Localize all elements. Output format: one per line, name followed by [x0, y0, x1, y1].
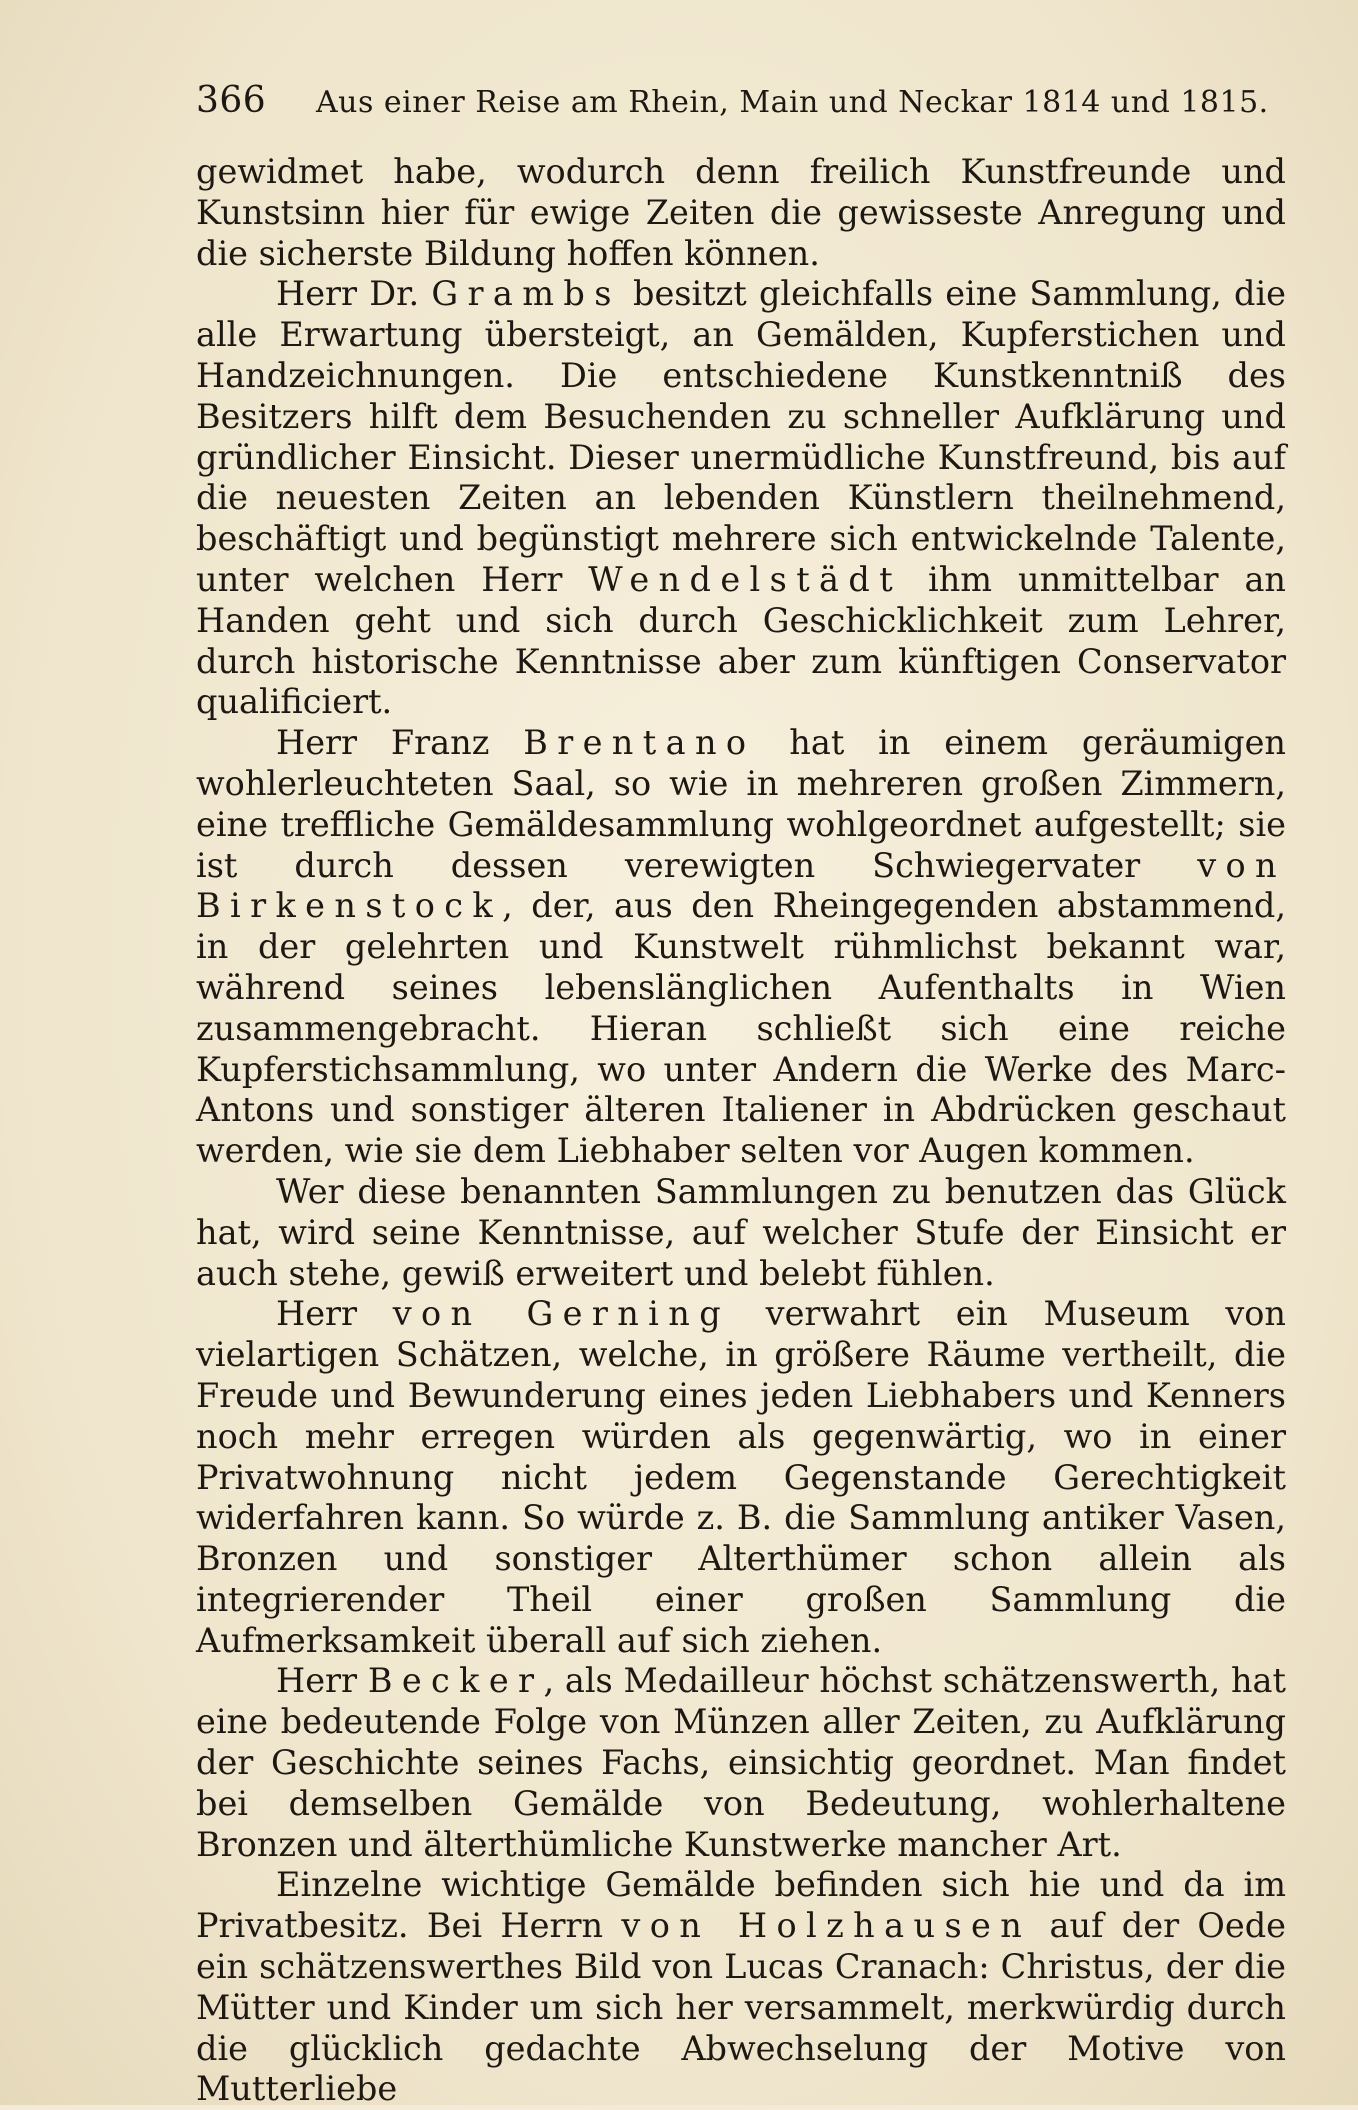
name-grambs: Grambs [431, 274, 621, 314]
name-gerning: von Gerning [392, 1294, 731, 1334]
name-wendelstaedt: Wendelstädt [588, 559, 903, 599]
text-run: Herr Dr. [276, 274, 432, 314]
text-run: hat in einem geräumigen wohlerleuchteten Saal, so wie in mehreren großen Zimmern, eine treffliche Gemäldesammlung wohlgeordnet aufgestellt; sie ist durch dessen verewigten Schwiegervater [196, 723, 1286, 885]
text-run: Herr [276, 1661, 368, 1701]
page-number: 366 [196, 80, 267, 121]
text-run: , als Medailleur höchst schätzenswerth, hat eine bedeutende Folge von Münzen aller Zeiten, zu Aufklärung der Geschichte seines Fachs, einsichtig geordnet. Man findet bei demselben Gemälde von Bedeutung, wohlerhaltene Bronzen und älterthümliche Kunstwerke mancher Art. [196, 1661, 1286, 1864]
paragraph-becker [196, 1661, 1286, 1865]
paragraph-collections [196, 1172, 1286, 1294]
text-run: Herr Franz [276, 723, 524, 763]
paragraph-brentano [196, 723, 1286, 1172]
name-becker: Becker [367, 1661, 544, 1701]
text-run: ihm unmittelbar an Handen geht und sich durch Geschicklichkeit zum Lehrer, durch historische Kenntnisse aber zum künftigen Conservator qualificiert. [196, 559, 1286, 722]
text-run: gewidmet habe, wodurch denn freilich Kunstfreunde und Kunstsinn hier für ewige Zeiten die gewisseste Anregung und die sicherste Bildung hoffen können. [196, 152, 1286, 273]
text-run: besitzt gleichfalls eine Sammlung, die alle Erwartung übersteigt, an Gemälden, Kupferstichen und Handzeichnungen. Die entschiedene Kunstkenntniß des Besitzers hilft dem Besuchenden zu schneller Aufklärung und gründlicher Einsicht. Dieser unermüdliche Kunstfreund, bis auf die neuesten Zeiten an lebenden Künstlern theilnehmend, beschäftigt und begünstigt mehrere sich entwickelnde Talente, unter welchen Herr [196, 274, 1286, 599]
paragraph-gerning [196, 1294, 1286, 1661]
text-run: Einzelne wichtige Gemälde befinden sich hie und da im Privatbesitz. Bei Herrn [196, 1865, 1286, 1946]
running-title: Aus einer Reise am Rhein, Main und Neckar 1814 und 1815. [316, 85, 1269, 120]
text-run: auf der Oede ein schätzenswerthes Bild von Lucas Cranach: Christus, der die Mütter und Kinder um sich her versammelt, merkwürdig durch die glücklich gedachte Abwechselung der Motive von Mutterliebe [196, 1906, 1286, 2109]
paragraph-continuation [196, 152, 1286, 274]
paragraph-private-collections [196, 1865, 1286, 2110]
name-holzhausen: von Holzhausen [621, 1906, 1032, 1946]
name-birkenstock: von Birkenstock [196, 845, 1286, 926]
paragraph-grambs [196, 274, 1286, 723]
page-header [196, 80, 1286, 121]
text-run: , der, aus den Rheingegenden abstammend, in der gelehrten und Kunstwelt rühmlichst bekannt war, während seines lebenslänglichen Aufenthalts in Wien zusammengebracht. Hieran schließt sich eine reiche Kupferstichsammlung, wo unter Andern die Werke des Marc-Antons und sonstiger älteren Italiener in Abdrücken geschaut werden, wie sie dem Liebhaber selten vor Augen kommen. [196, 886, 1286, 1171]
text-run: Wer diese benannten Sammlungen zu benutzen das Glück hat, wird seine Kenntnisse, auf welcher Stufe der Einsicht er auch stehe, gewiß erweitert und belebt fühlen. [196, 1171, 1286, 1293]
text-run: verwahrt ein Museum von vielartigen Schätzen, welche, in größere Räume vertheilt, die Freude und Bewunderung eines jeden Liebhabers und Kenners noch mehr erregen würden als gegenwärtig, wo in einer Privatwohnung nicht jedem Gegenstande Gerechtigkeit widerfahren kann. So würde z. B. die Sammlung antiker Vasen, Bronzen und sonstiger Alterthümer schon allein als integrierender Theil einer großen Sammlung die Aufmerksamkeit überall auf sich ziehen. [196, 1294, 1286, 1660]
text-run: Herr [276, 1294, 393, 1334]
body-text [196, 152, 1286, 2110]
name-brentano: Brentano [523, 723, 756, 763]
